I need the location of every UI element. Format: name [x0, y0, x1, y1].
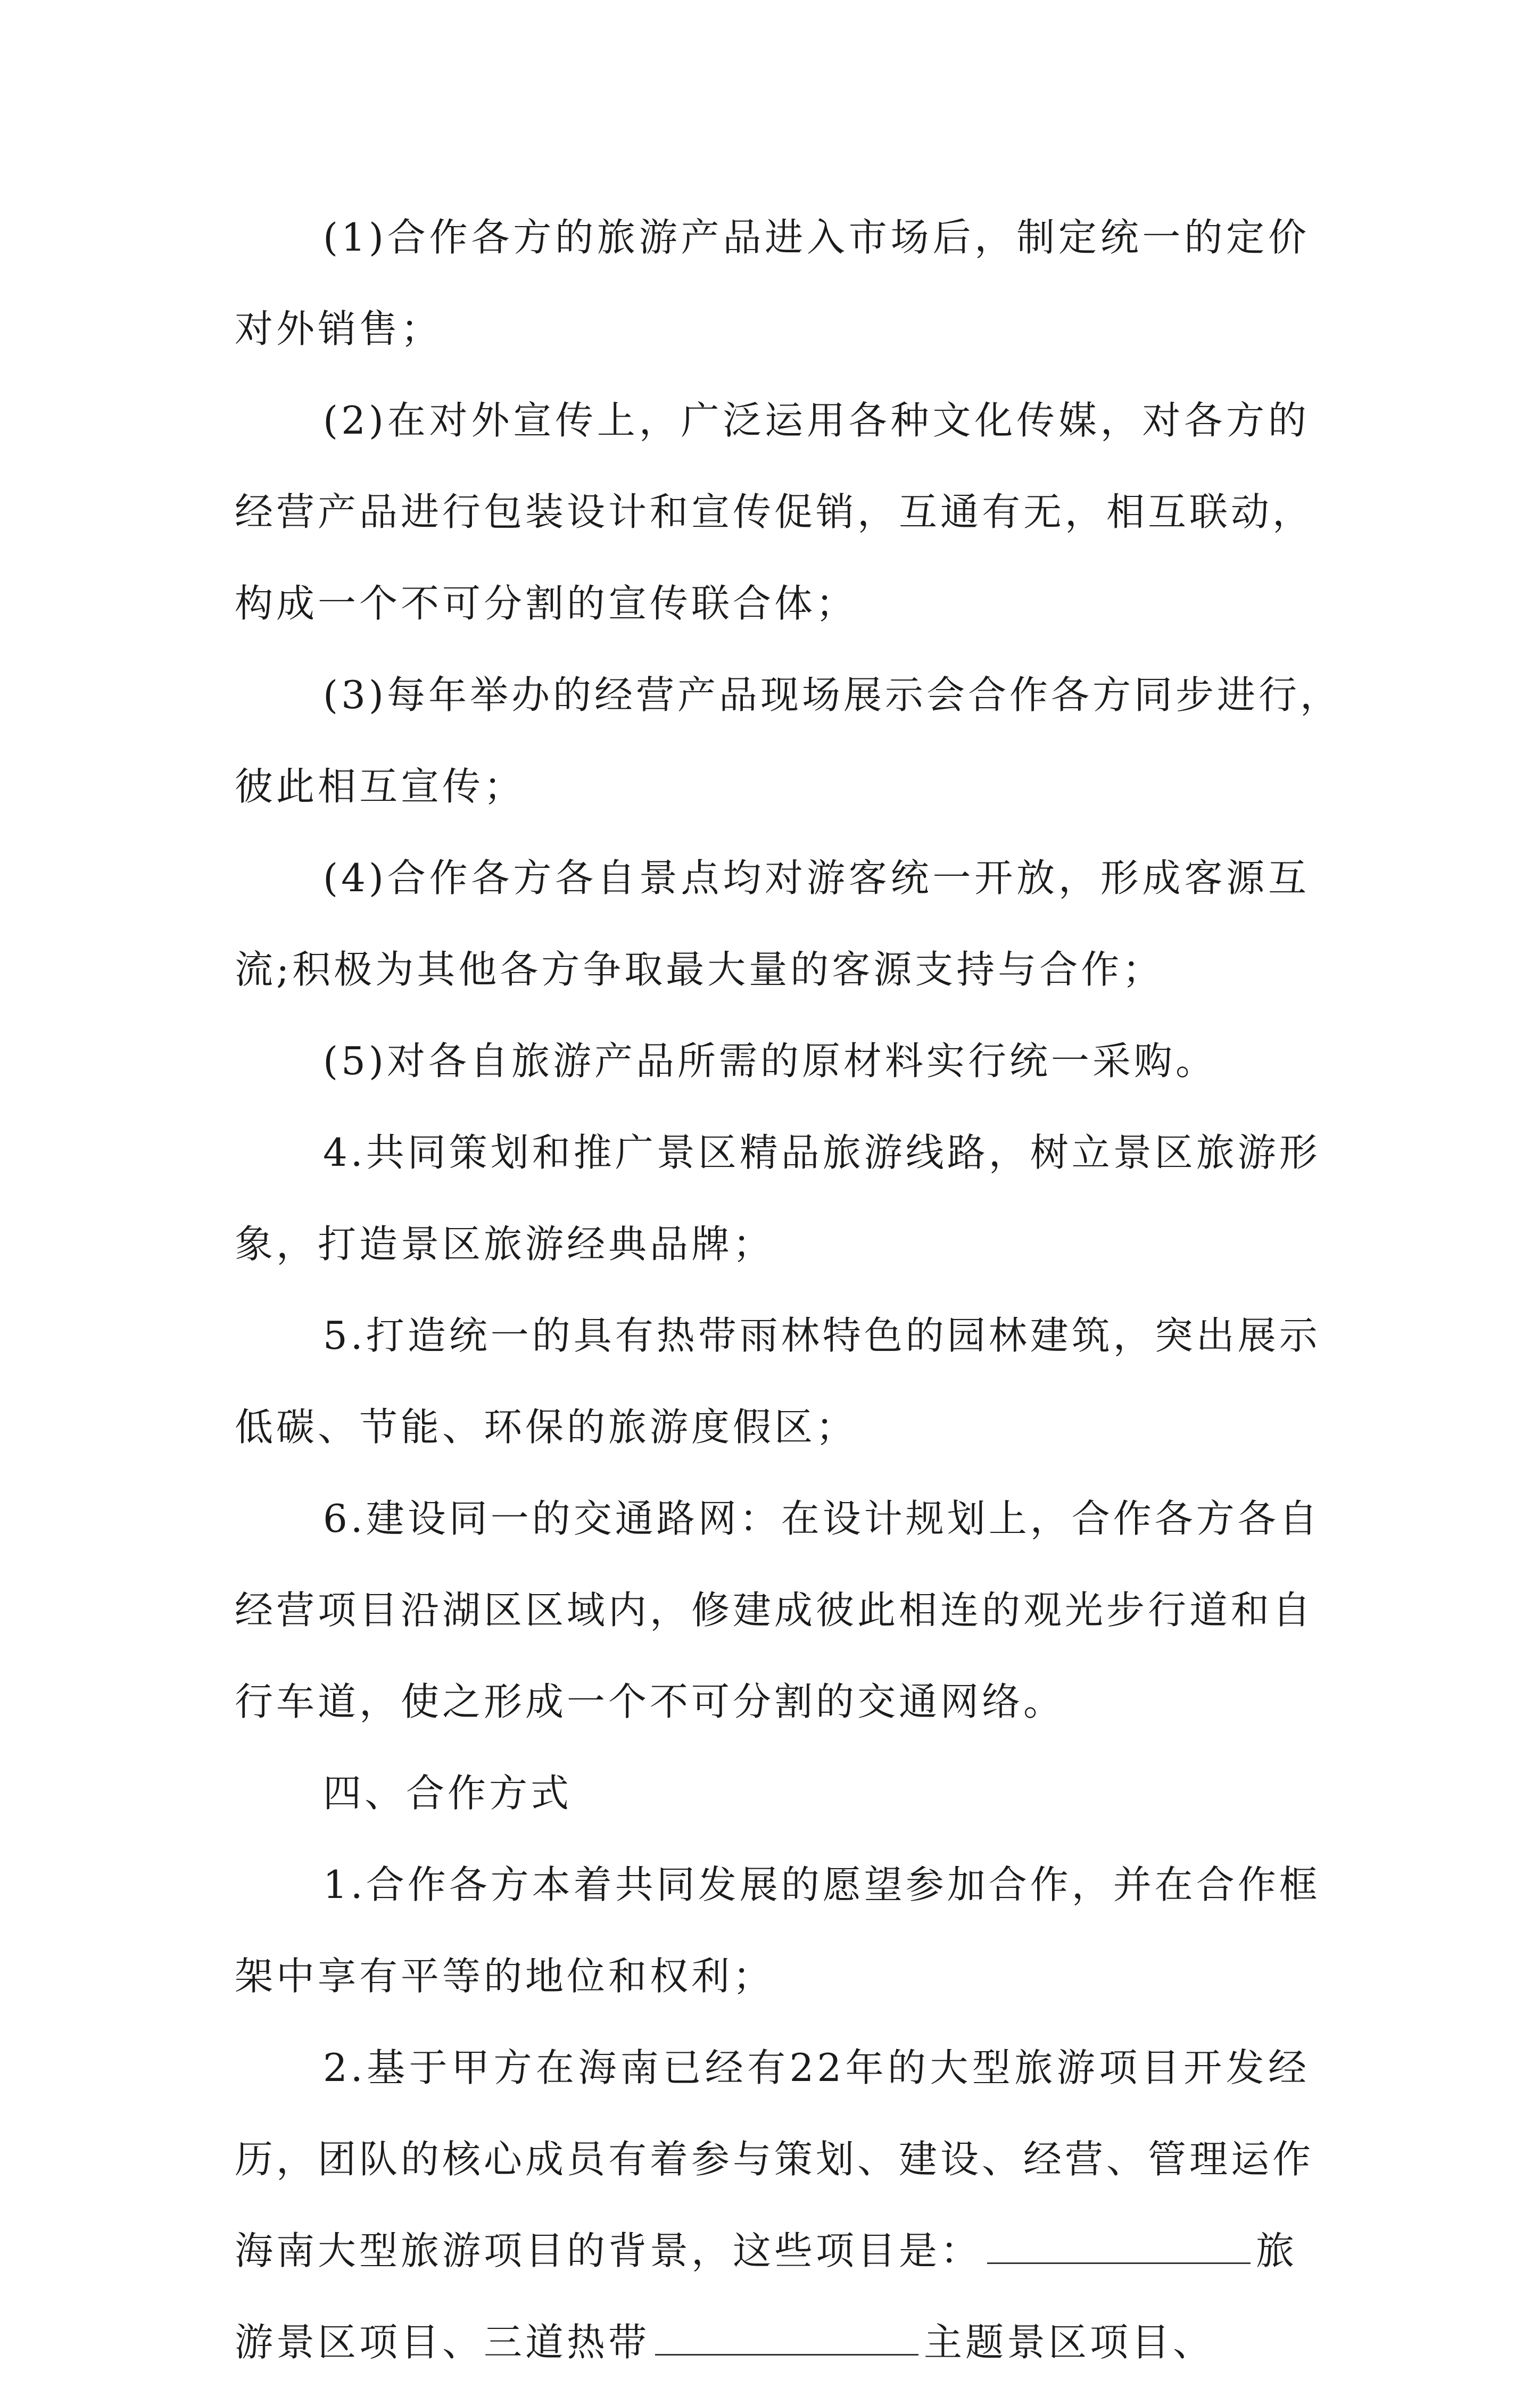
text-line: 架中享有平等的地位和权利；	[235, 1954, 775, 1999]
text-line: 5.打造统一的具有热带雨林特色的园林建筑，突出展示	[323, 1313, 1321, 1358]
text-line: (3)每年举办的经营产品现场展示会合作各方同步进行，	[323, 673, 1342, 717]
text-line: 象，打造景区旅游经典品牌；	[235, 1222, 775, 1266]
text-line: 经营产品进行包装设计和宣传促销，互通有无，相互联动，	[235, 490, 1314, 534]
text-line-with-blank	[235, 2205, 1310, 2296]
text-segment: 游景区项目、三道热带	[235, 2320, 650, 2365]
text-line: 经营项目沿湖区区域内，修建成彼此相连的观光步行道和自	[235, 1588, 1314, 1632]
fill-in-blank	[987, 2231, 1251, 2264]
text-line-with-blank	[235, 2296, 1310, 2388]
text-line: (4)合作各方各自景点均对游客统一开放，形成客源互	[323, 856, 1310, 900]
text-line: 4.共同策划和推广景区精品旅游线路，树立景区旅游形	[323, 1130, 1321, 1175]
text-line: 行车道，使之形成一个不可分割的交通网络。	[235, 1679, 1065, 1724]
text-line: 1.合作各方本着共同发展的愿望参加合作，并在合作框	[323, 1862, 1321, 1907]
text-line: (5)对各自旅游产品所需的原材料实行统一采购。	[323, 1039, 1217, 1083]
text-line: 历，团队的核心成员有着参与策划、建设、经营、管理运作	[235, 2137, 1314, 2182]
text-line: 彼此相互宣传；	[235, 764, 526, 809]
text-line: 对外销售；	[235, 306, 443, 351]
text-segment: 旅	[1256, 2228, 1298, 2273]
text-line: 构成一个不可分割的宣传联合体；	[235, 581, 858, 626]
text-segment: 主题景区项目、	[924, 2320, 1215, 2365]
text-line: 2.基于甲方在海南已经有22年的大型旅游项目开发经	[323, 2045, 1310, 2090]
text-line: (1)合作各方的旅游产品进入市场后，制定统一的定价	[323, 215, 1310, 260]
text-line: (2)在对外宣传上，广泛运用各种文化传媒，对各方的	[323, 398, 1310, 443]
fill-in-blank	[655, 2322, 918, 2356]
text-line: 流;积极为其他各方争取最大量的客源支持与合作；	[235, 947, 1164, 992]
text-line: 低碳、节能、环保的旅游度假区；	[235, 1405, 858, 1449]
text-line: 6.建设同一的交通路网：在设计规划上，合作各方各自	[323, 1496, 1321, 1541]
section-heading: 四、合作方式	[323, 1771, 573, 1815]
document-body	[235, 192, 1342, 2388]
text-segment: 海南大型旅游项目的背景，这些项目是：	[235, 2228, 982, 2273]
